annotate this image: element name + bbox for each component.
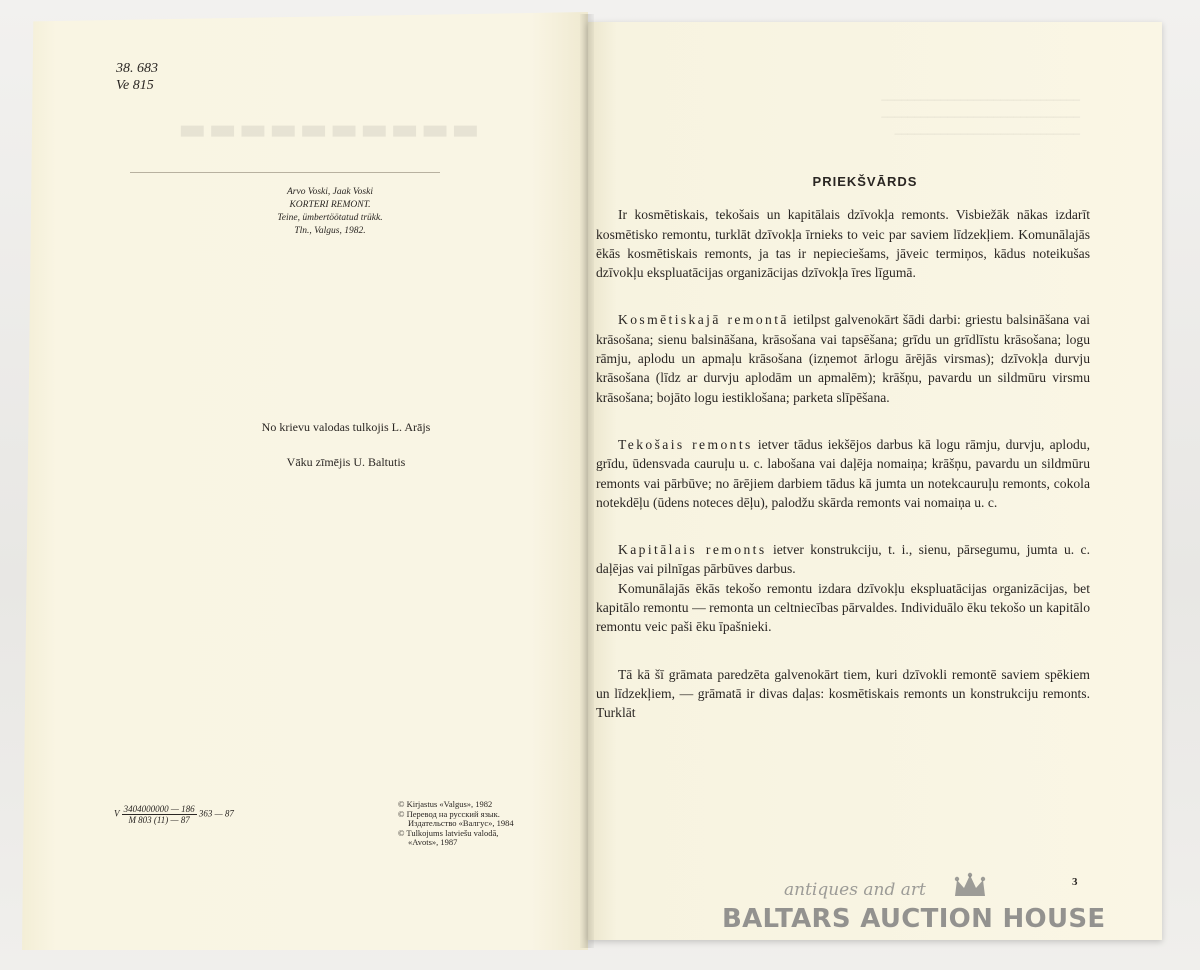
paragraph-text: ietver tādus iekšējos darbus kā logu rāmju, durvju, aplodu, grīdu, ūdensvada cauruļu u. c. labošana vai daļēja nomaiņa; krāšņu, pavardu un sildmūru remonts vai pārbūve; no ārējiem darbiem tādus kā jumta un notekcauruļu remonts, cokola notekdēļu (ūdens noteces dēļu), palodžu skārda remonts vai nomaiņa u. c. — [596, 436, 1090, 510]
watermark-tagline: antiques and art — [784, 880, 926, 900]
call-number-line: 38. 683 — [116, 61, 158, 76]
original-publisher: Tln., Valgus, 1982. — [294, 226, 366, 236]
reverse-page-bleed-through: ────────────────────────────── ────────────────────────────── ──────────────────────────── — [881, 94, 1080, 141]
copyright-line: Издательство «Валгус», 1984 — [408, 818, 514, 828]
term-cosmetic-repair: Kosmētiskajā remontā — [618, 312, 789, 328]
cover-artist-credit: Vāku zīmējis U. Baltutis — [286, 455, 406, 469]
imprint-numerator: 3404000000 — 186 — [123, 804, 195, 814]
preface — [596, 172, 1090, 751]
copyright-line: © Kirjastus «Valgus», 1982 — [398, 799, 493, 809]
paragraph: Komunālajās ēkās tekošo remontu izdara dzīvokļu ekspluatācijas organizācijas, bet kapitālo remontu — remonta un celtniecības pārvaldes. Individuālo ēku tekošo un kapitālo remontu veic paši ēku īpašnieki. — [596, 580, 1090, 635]
watermark-name: BALTARS AUCTION HOUSE — [722, 904, 1106, 934]
copyright-line: © Перевод на русский язык. — [398, 808, 500, 819]
copyright-line: © Tulkojums latviešu valodā, — [398, 827, 499, 838]
paragraph — [596, 435, 1090, 512]
paragraph-text: ietver konstrukciju, t. i., sienu, pārsegumu, jumta u. c. daļējas vai pilnīgas pārbūves darbus. — [596, 542, 1090, 577]
copyright-line: «Avots», 1987 — [408, 837, 458, 847]
imprint-prefix: V — [114, 808, 120, 819]
preface-heading: PRIEKŠVĀRDS — [812, 174, 918, 189]
paragraph — [596, 310, 1090, 406]
crown-icon — [952, 872, 988, 900]
call-number — [116, 60, 158, 94]
imprint-suffix: 363 — 87 — [198, 808, 234, 819]
paragraph: Tā kā šī grāmata paredzēta galvenokārt tiem, kuri dzīvokli remontē saviem spēkiem un līdzekļiem, — grāmatā ir divas daļas: kosmētiskais remonts un konstrukciju remonts. Turklāt — [596, 666, 1090, 721]
call-number-line: Ve 815 — [116, 78, 154, 93]
original-title: KORTERI REMONT. — [289, 200, 371, 210]
original-authors: Arvo Voski, Jaak Voski — [286, 187, 373, 197]
divider — [130, 172, 440, 173]
cover-bleed-through: ▬▬▬▬▬▬▬▬▬▬ — [176, 112, 480, 147]
term-capital-repair: Kapitālais remonts — [618, 542, 767, 558]
original-edition-info — [200, 186, 460, 238]
original-edition: Teine, ümbertöötatud trükk. — [277, 213, 383, 223]
page-number: 3 — [1072, 876, 1078, 888]
credits — [216, 420, 476, 490]
paragraph: Ir kosmētiskais, tekošais un kapitālais dzīvokļa remonts. Visbiežāk nākas izdarīt kosmētisko remontu, turklāt dzīvokļa īrnieks to veic par saviem līdzekļiem. Komunālajās ēkās kosmētiskais remonts, ja tas ir nepieciešams, jāveic termiņos, kādus noteikušas dzīvokļu ekspluatācijas organizācijas dzīvokļa īres līgumā. — [596, 207, 1090, 281]
translator-credit: No krievu valodas tulkojis L. Arājs — [261, 420, 431, 434]
paragraph-text: ietilpst galvenokārt šādi darbi: griestu balsināšana vai krāsošana; sienu balsināšana, krāsošana vai tapsēšana; grīdu un grīdlīstu krāsošana; logu rāmju, aplodu un apmaļu krāsošana (izņemot ārlogu ārējās virsmas); dzīvokļa durvju krāsošana (līdz ar durvju aplodām un apmalēm); krāšņu, pavardu un sildmūru virsmu krāsošana; bojāto logu iestiklošana; parketa slīpēšana. — [596, 312, 1091, 405]
term-current-repair: Tekošais remonts — [618, 436, 753, 452]
imprint-denominator: M 803 (11) — 87 — [128, 815, 190, 825]
book-gutter — [580, 14, 594, 948]
paragraph — [596, 540, 1090, 579]
imprint-code — [114, 804, 234, 825]
imprint-fraction — [122, 804, 197, 825]
copyright-block — [398, 800, 514, 848]
